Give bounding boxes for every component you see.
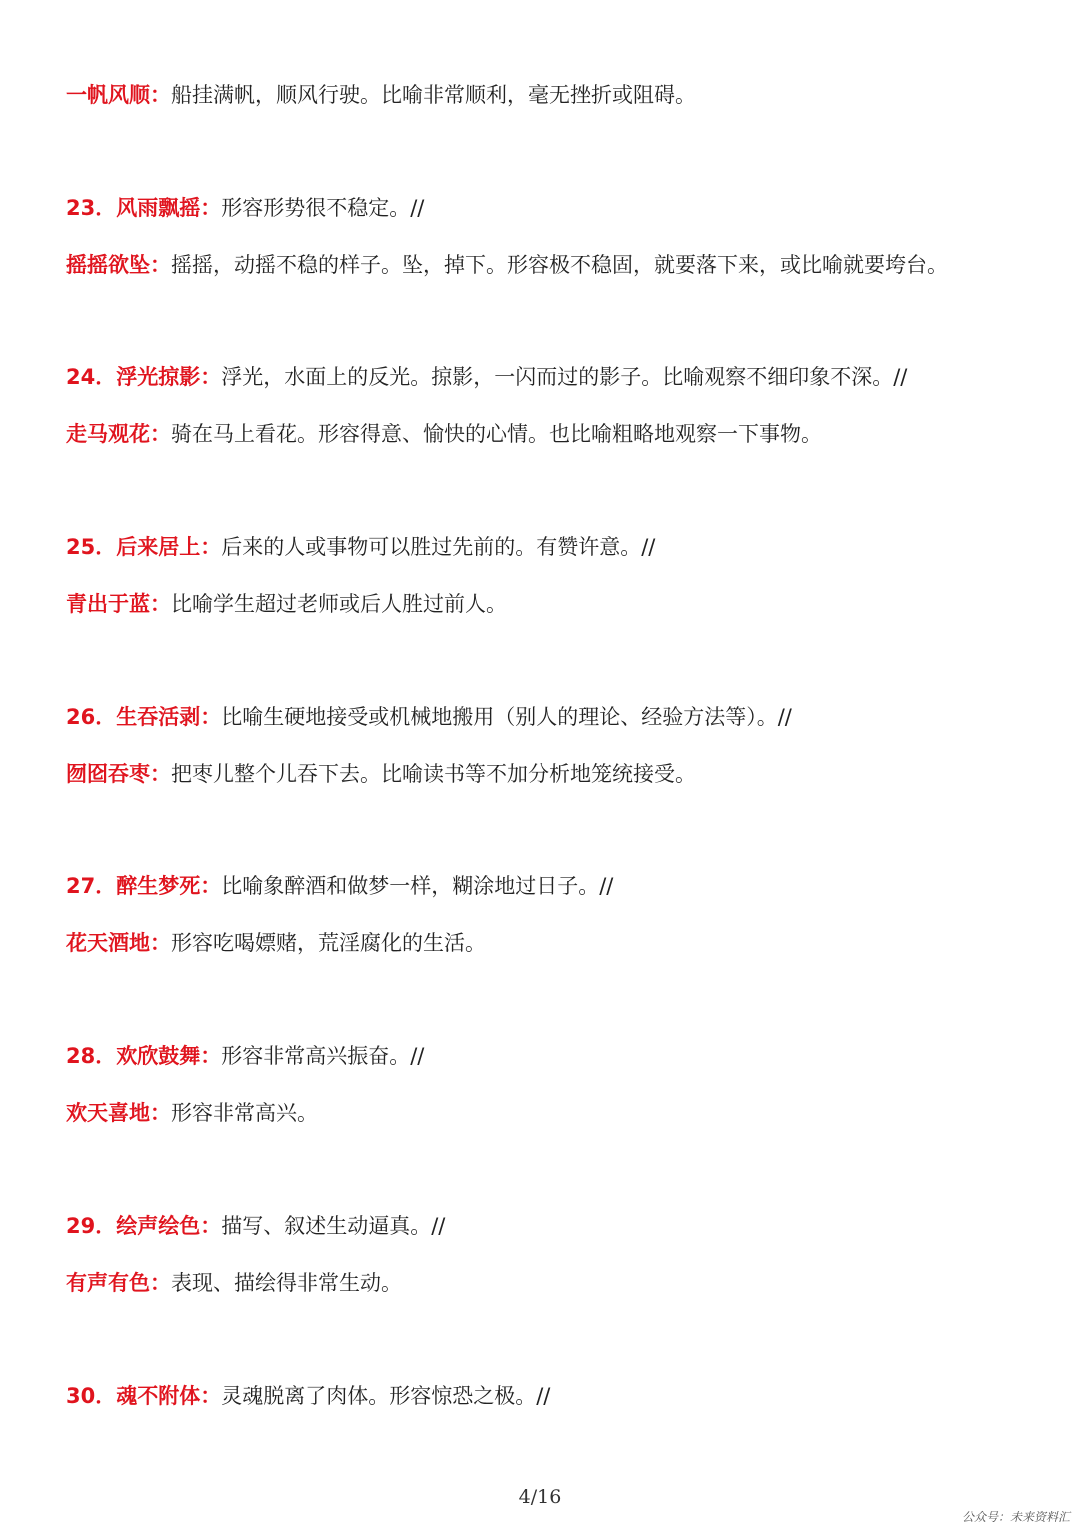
- idiom-definition: 浮光，水面上的反光。掠影，一闪而过的影子。比喻观察不细印象不深。//: [221, 365, 908, 389]
- entry-line: [66, 589, 507, 619]
- entry-line: [66, 928, 486, 958]
- idiom-definition: 表现、描绘得非常生动。: [171, 1271, 402, 1295]
- idiom-term: 魂不附体：: [116, 1384, 222, 1408]
- idiom-term: 一帆风顺：: [66, 83, 171, 107]
- entry-line: [66, 532, 655, 562]
- idiom-term: 青出于蓝：: [66, 592, 171, 616]
- idiom-definition: 把枣儿整个儿吞下去。比喻读书等不加分析地笼统接受。: [171, 762, 696, 786]
- idiom-definition: 比喻象醉酒和做梦一样，糊涂地过日子。//: [221, 874, 614, 898]
- entry-line: [66, 1041, 424, 1071]
- entry-line: [66, 250, 948, 280]
- idiom-term: 风雨飘摇：: [116, 196, 222, 220]
- idiom-definition: 形容形势很不稳定。//: [221, 196, 425, 220]
- idiom-definition: 灵魂脱离了肉体。形容惊恐之极。//: [221, 1384, 551, 1408]
- idiom-term: 生吞活剥：: [116, 705, 222, 729]
- entry-line: [66, 871, 613, 901]
- entry-number: 28．: [66, 1044, 117, 1068]
- entry-line: [66, 80, 696, 110]
- entry-number: 25．: [66, 535, 117, 559]
- idiom-term: 醉生梦死：: [116, 874, 222, 898]
- entry-line: [66, 419, 822, 449]
- idiom-term: 摇摇欲坠：: [66, 253, 171, 277]
- idiom-term: 浮光掠影：: [116, 365, 222, 389]
- idiom-definition: 形容吃喝嫖赌，荒淫腐化的生活。: [171, 931, 486, 955]
- idiom-term: 欢天喜地：: [66, 1101, 171, 1125]
- idiom-definition: 摇摇，动摇不稳的样子。坠，掉下。形容极不稳固，就要落下来，或比喻就要垮台。: [171, 253, 948, 277]
- entry-line: [66, 702, 792, 732]
- idiom-definition: 比喻生硬地接受或机械地搬用（别人的理论、经验方法等）。//: [221, 705, 792, 729]
- idiom-term: 有声有色：: [66, 1271, 171, 1295]
- idiom-definition: 船挂满帆，顺风行驶。比喻非常顺利，毫无挫折或阻碍。: [171, 83, 696, 107]
- entry-number: 29．: [66, 1214, 117, 1238]
- idiom-definition: 形容非常高兴。: [171, 1101, 318, 1125]
- entry-number: 27．: [66, 874, 117, 898]
- entry-line: [66, 1211, 445, 1241]
- entry-line: [66, 1098, 318, 1128]
- idiom-definition: 形容非常高兴振奋。//: [221, 1044, 425, 1068]
- entry-line: [66, 193, 424, 223]
- idiom-definition: 描写、叙述生动逼真。//: [221, 1214, 446, 1238]
- entry-number: 24．: [66, 365, 117, 389]
- entry-line: [66, 362, 907, 392]
- entry-line: [66, 759, 696, 789]
- idiom-definition: 骑在马上看花。形容得意、愉快的心情。也比喻粗略地观察一下事物。: [171, 422, 822, 446]
- idiom-term: 欢欣鼓舞：: [116, 1044, 222, 1068]
- entry-line: [66, 1381, 550, 1411]
- idiom-term: 花天酒地：: [66, 931, 171, 955]
- watermark: 公众号：未来资料汇: [961, 1510, 1070, 1524]
- idiom-term: 走马观花：: [66, 422, 171, 446]
- idiom-term: 后来居上：: [116, 535, 222, 559]
- entry-number: 23．: [66, 196, 117, 220]
- idiom-definition: 后来的人或事物可以胜过先前的。有赞许意。//: [221, 535, 656, 559]
- idiom-definition: 比喻学生超过老师或后人胜过前人。: [171, 592, 507, 616]
- page-number: 4/16: [518, 1486, 562, 1508]
- entry-number: 26．: [66, 705, 117, 729]
- idiom-term: 囫囵吞枣：: [66, 762, 171, 786]
- idiom-term: 绘声绘色：: [116, 1214, 222, 1238]
- entry-line: [66, 1268, 402, 1298]
- entry-number: 30．: [66, 1384, 117, 1408]
